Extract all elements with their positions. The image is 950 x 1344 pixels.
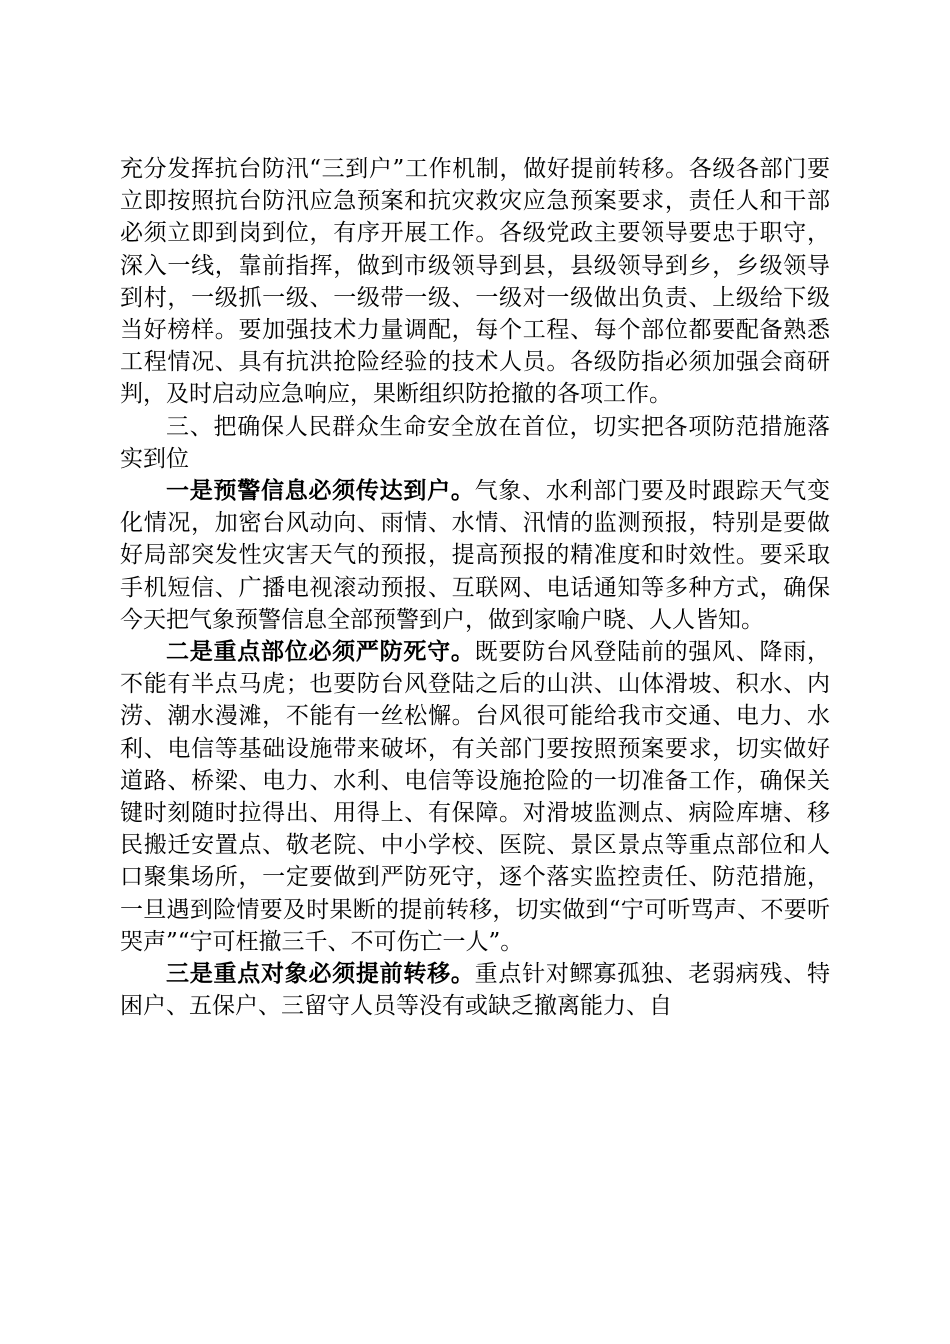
item-body-2: 既要防台风登陆前的强风、降雨，不能有半点马虎；也要防台风登陆之后的山洪、山体滑坡、积水、内涝、潮水漫滩，不能有一丝松懈。台风很可能给我市交通、电力、水利、电信等基础设施带来破坏，有关部门要按照预案要求，切实做好道路、桥梁、电力、水利、电信等设施抢险的一切准备工作，确保关键时刻随时拉得出、用得上、有保障。对滑坡监测点、病险库塘、移民搬迁安置点、敬老院、中小学校、医院、景区景点等重点部位和人口聚集场所，一定要做到严防死守，逐个落实监控责任、防范措施，一旦遇到险情要及时果断的提前转移，切实做到“宁可听骂声、不要听哭声”“宁可枉撤三千、不可伤亡一人”。 (120, 639, 831, 955)
item-lead-1: 一是预警信息必须传达到户。 (166, 478, 475, 505)
section-heading-3: 三、把确保人民群众生命安全放在首位，切实把各项防范措施落实到位 (120, 413, 830, 472)
document-body (120, 153, 830, 1022)
item-paragraph-2 (120, 636, 830, 958)
item-paragraph-3 (120, 958, 830, 1022)
paragraph-continued: 充分发挥抗台防汛“三到户”工作机制，做好提前转移。各级各部门要立即按照抗台防汛应急预案和抗灾救灾应急预案要求，责任人和干部必须立即到岗到位，有序开展工作。各级党政主要领导要忠于职守，深入一线，靠前指挥，做到市级领导到县，县级领导到乡，乡级领导到村，一级抓一级、一级带一级、一级对一级做出负责、上级给下级当好榜样。要加强技术力量调配，每个工程、每个部位都要配备熟悉工程情况、具有抗洪抢险经验的技术人员。各级防指必须加强会商研判，及时启动应急响应，果断组织防抢撤的各项工作。 (120, 156, 830, 408)
item-body-3: 重点针对鳏寡孤独、老弱病残、特困户、五保户、三留守人员等没有或缺乏撤离能力、自 (120, 961, 831, 1020)
item-body-1: 气象、水利部门要及时跟踪天气变化情况，加密台风动向、雨情、水情、汛情的监测预报，特别是要做好局部突发性灾害天气的预报，提高预报的精准度和时效性。要采取手机短信、广播电视滚动预报、互联网、电话通知等多种方式，确保今天把气象预警信息全部预警到户，做到家喻户晓、人人皆知。 (120, 478, 831, 633)
item-lead-2: 二是重点部位必须严防死守。 (166, 639, 475, 666)
item-paragraph-1 (120, 475, 830, 636)
item-lead-3: 三是重点对象必须提前转移。 (166, 961, 475, 988)
